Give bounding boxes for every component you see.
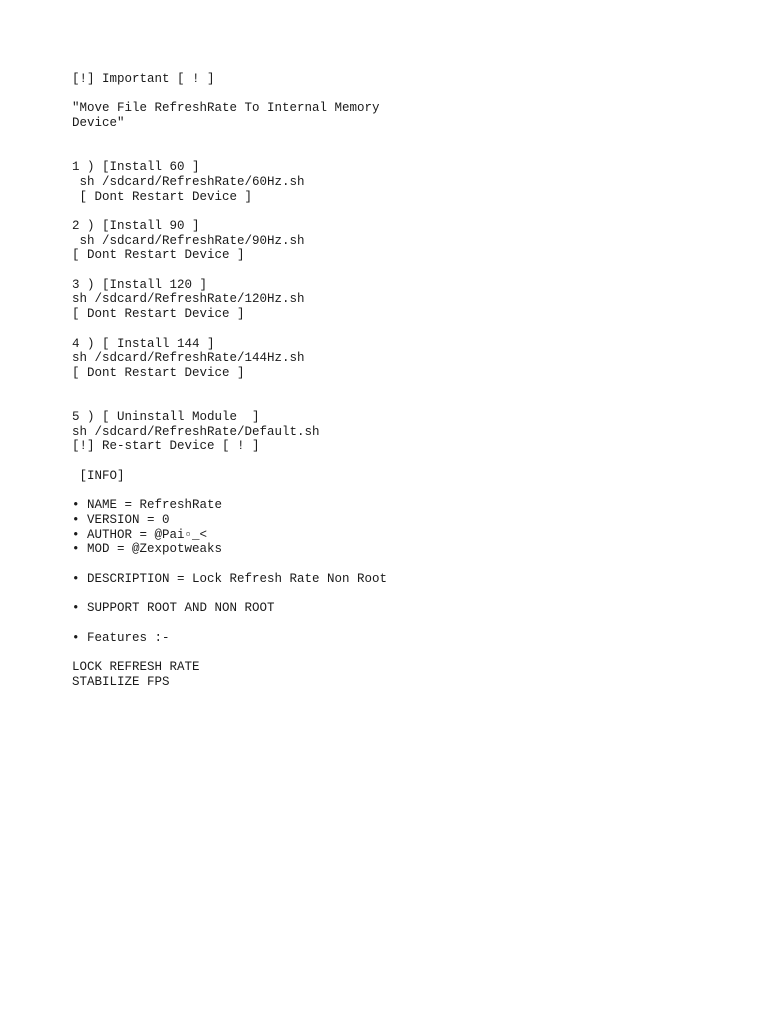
- description-block: [72, 572, 696, 587]
- info-description: • DESCRIPTION = Lock Refresh Rate Non Root: [72, 571, 388, 586]
- info-author: • AUTHOR = @Pai▫_<: [72, 527, 208, 542]
- module-info-list: [72, 498, 696, 557]
- important-heading: [!] Important [ ! ]: [72, 72, 215, 86]
- move-file-note-line-2: Device": [72, 116, 125, 131]
- info-heading: [INFO]: [72, 468, 125, 483]
- install-144-note: [ Dont Restart Device ]: [72, 365, 245, 380]
- feature-stabilize-fps: STABILIZE FPS: [72, 674, 170, 689]
- uninstall-module-command: sh /sdcard/RefreshRate/Default.sh: [72, 424, 320, 439]
- info-mod: • MOD = @Zexpotweaks: [72, 542, 223, 557]
- install-60-command: sh /sdcard/RefreshRate/60Hz.sh: [72, 174, 305, 189]
- move-file-note-block: [72, 101, 696, 130]
- install-60-note: [ Dont Restart Device ]: [72, 189, 253, 204]
- install-90-block: [72, 219, 696, 263]
- features-heading: • Features :-: [72, 630, 170, 645]
- important-heading-block: [72, 72, 696, 87]
- install-90-title: 2 ) [Install 90 ]: [72, 218, 200, 233]
- install-120-title: 3 ) [Install 120 ]: [72, 277, 208, 292]
- install-144-block: [72, 337, 696, 381]
- install-144-title: 4 ) [ Install 144 ]: [72, 336, 215, 351]
- uninstall-module-note: [!] Re-start Device [ ! ]: [72, 439, 260, 454]
- install-120-command: sh /sdcard/RefreshRate/120Hz.sh: [72, 292, 305, 307]
- uninstall-module-title: 5 ) [ Uninstall Module ]: [72, 410, 260, 425]
- install-60-title: 1 ) [Install 60 ]: [72, 160, 200, 175]
- install-90-command: sh /sdcard/RefreshRate/90Hz.sh: [72, 233, 305, 248]
- move-file-note-line-1: "Move File RefreshRate To Internal Memory: [72, 101, 380, 116]
- install-60-block: [72, 160, 696, 204]
- install-90-note: [ Dont Restart Device ]: [72, 248, 245, 263]
- info-name: • NAME = RefreshRate: [72, 498, 223, 513]
- features-list: [72, 660, 696, 689]
- document-page: [72, 72, 696, 704]
- info-heading-block: [72, 469, 696, 484]
- uninstall-module-block: [72, 410, 696, 454]
- support-block: [72, 601, 696, 616]
- install-144-command: sh /sdcard/RefreshRate/144Hz.sh: [72, 351, 305, 366]
- install-120-block: [72, 278, 696, 322]
- features-heading-block: [72, 631, 696, 646]
- install-120-note: [ Dont Restart Device ]: [72, 307, 245, 322]
- info-support: • SUPPORT ROOT AND NON ROOT: [72, 601, 275, 616]
- feature-lock-refresh-rate: LOCK REFRESH RATE: [72, 659, 200, 674]
- info-version: • VERSION = 0: [72, 512, 170, 527]
